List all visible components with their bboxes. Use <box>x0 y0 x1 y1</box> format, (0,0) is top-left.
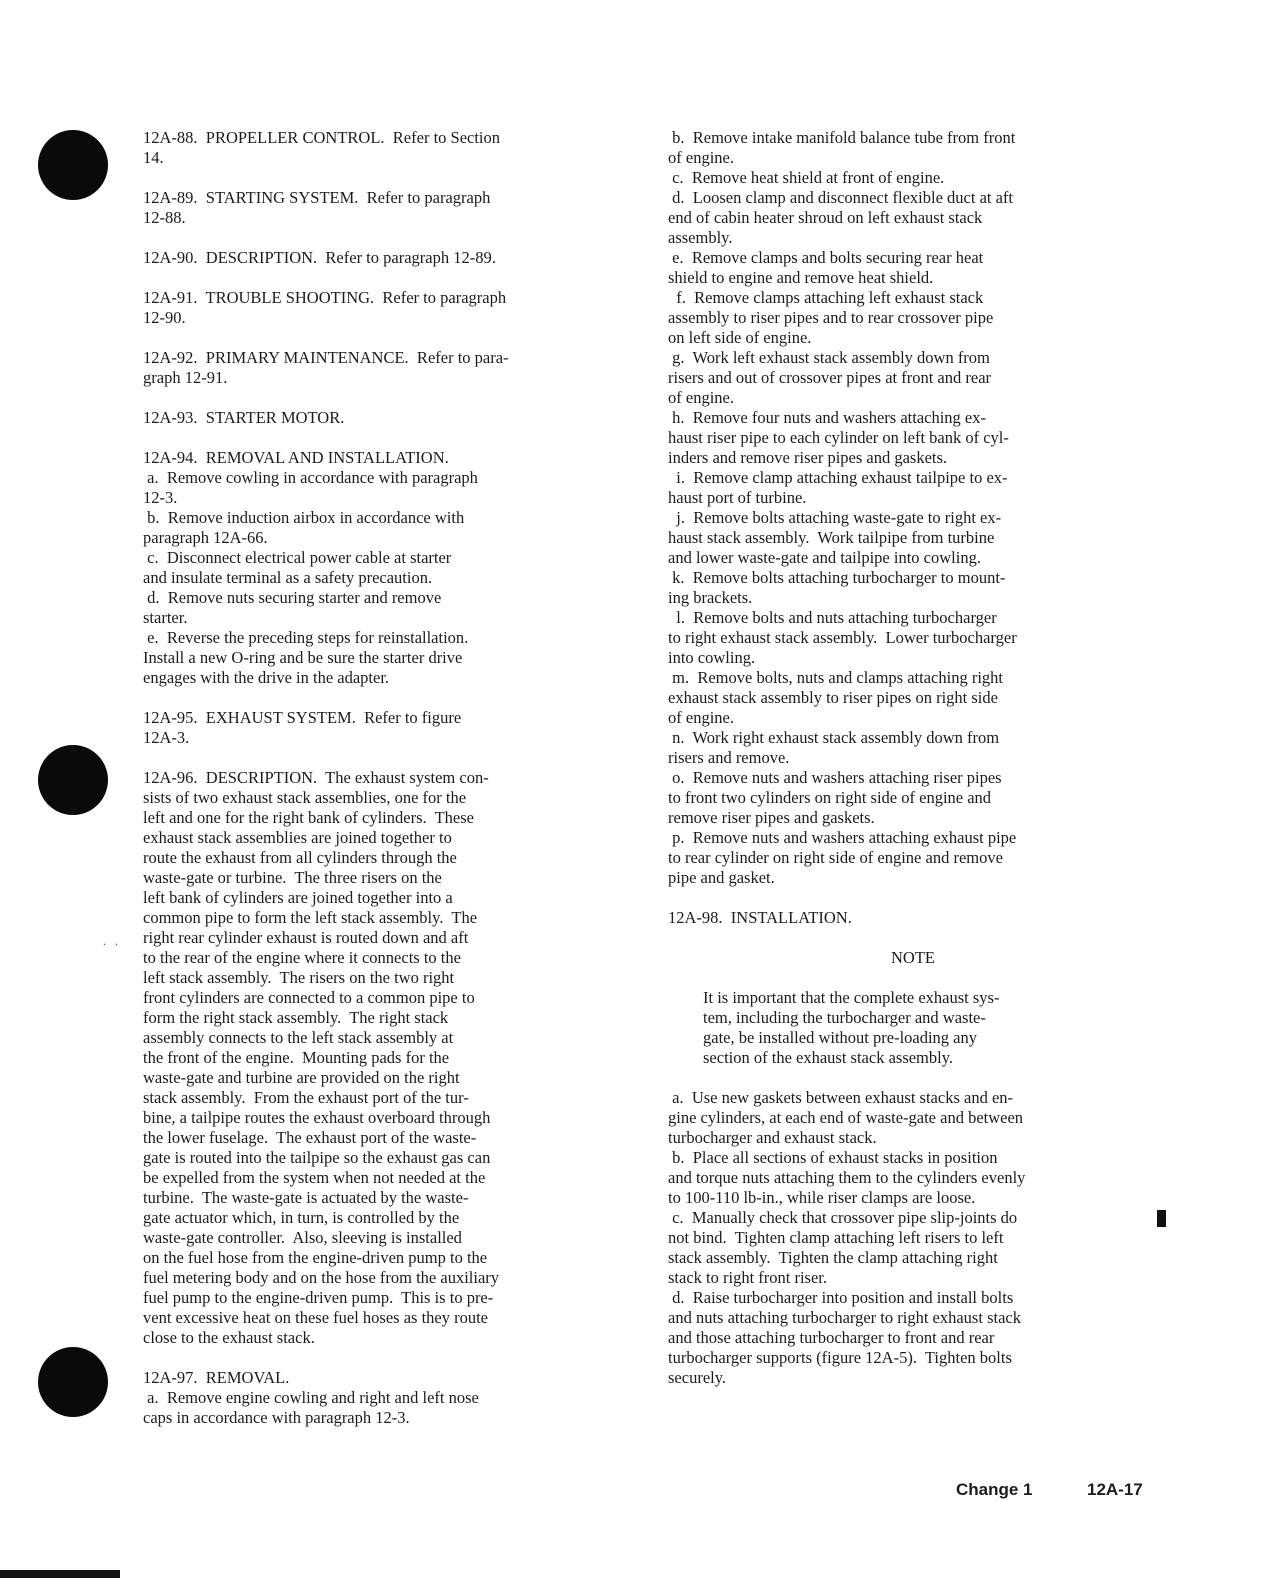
text-line: on the fuel hose from the engine-driven pump to the <box>143 1248 488 1267</box>
text-line: 12A-94. REMOVAL AND INSTALLATION. <box>143 448 449 467</box>
text-line: to the rear of the engine where it connects to the <box>143 948 461 967</box>
text-line: 12A-90. DESCRIPTION. Refer to paragraph 12-89. <box>143 248 496 267</box>
note-title: NOTE <box>891 948 935 967</box>
text-line: n. Work right exhaust stack assembly down from <box>668 728 1000 747</box>
text-line: 12A-3. <box>143 728 190 747</box>
text-line: left bank of cylinders are joined together into a <box>143 888 453 907</box>
text-line: l. Remove bolts and nuts attaching turbocharger <box>668 608 997 627</box>
paragraph <box>143 408 623 428</box>
text-line: haust riser pipe to each cylinder on left bank of cyl- <box>668 428 1009 447</box>
text-line: to rear cylinder on right side of engine and remove <box>668 848 1003 867</box>
text-line: to 100-110 lb-in., while riser clamps are loose. <box>668 1188 976 1207</box>
paragraph <box>143 288 623 328</box>
binder-hole-bottom <box>38 1347 108 1417</box>
text-line: gate actuator which, in turn, is controlled by the <box>143 1208 460 1227</box>
text-line: a. Use new gaskets between exhaust stacks and en- <box>668 1088 1014 1107</box>
text-line: risers and out of crossover pipes at front and rear <box>668 368 992 387</box>
text-line: waste-gate and turbine are provided on the right <box>143 1068 460 1087</box>
text-line: e. Reverse the preceding steps for reinstallation. <box>143 628 469 647</box>
text-line: the front of the engine. Mounting pads for the <box>143 1048 450 1067</box>
text-line: gate is routed into the tailpipe so the exhaust gas can <box>143 1148 491 1167</box>
paragraph <box>143 708 623 748</box>
text-line: left stack assembly. The risers on the two right <box>143 968 455 987</box>
text-line: p. Remove nuts and washers attaching exhaust pipe <box>668 828 1017 847</box>
paragraph <box>143 348 623 388</box>
text-line: securely. <box>668 1368 727 1387</box>
text-line: common pipe to form the left stack assembly. The <box>143 908 478 927</box>
text-line: gine cylinders, at each end of waste-gate and between <box>668 1108 1024 1127</box>
binder-hole-middle <box>38 745 108 815</box>
left-column <box>143 128 623 1448</box>
text-line: 12-90. <box>143 308 186 327</box>
text-line: assembly to riser pipes and to rear crossover pipe <box>668 308 994 327</box>
text-line: engages with the drive in the adapter. <box>143 668 390 687</box>
text-line: fuel metering body and on the hose from the auxiliary <box>143 1268 500 1287</box>
text-line: and insulate terminal as a safety precaution. <box>143 568 433 587</box>
text-line: sists of two exhaust stack assemblies, one for the <box>143 788 467 807</box>
text-line: d. Remove nuts securing starter and remove <box>143 588 442 607</box>
text-line: i. Remove clamp attaching exhaust tailpipe to ex- <box>668 468 1008 487</box>
text-line: exhaust stack assemblies are joined together to <box>143 828 452 847</box>
text-line: 12A-96. DESCRIPTION. The exhaust system con- <box>143 768 489 787</box>
text-line: 14. <box>143 148 164 167</box>
text-line: o. Remove nuts and washers attaching riser pipes <box>668 768 1002 787</box>
text-line: k. Remove bolts attaching turbocharger to mount- <box>668 568 1006 587</box>
text-line: c. Manually check that crossover pipe slip-joints do <box>668 1208 1018 1227</box>
text-line: left and one for the right bank of cylinders. These <box>143 808 474 827</box>
text-line: and those attaching turbocharger to front and rear <box>668 1328 995 1347</box>
paragraph <box>143 1368 623 1428</box>
note-line: It is important that the complete exhaust sys- <box>703 988 1000 1007</box>
text-line: to front two cylinders on right side of engine and <box>668 788 992 807</box>
text-line: on left side of engine. <box>668 328 812 347</box>
text-line: be expelled from the system when not needed at the <box>143 1168 486 1187</box>
text-line: c. Disconnect electrical power cable at starter <box>143 548 452 567</box>
text-line: turbocharger and exhaust stack. <box>668 1128 877 1147</box>
text-line: risers and remove. <box>668 748 790 767</box>
text-line: stack to right front riser. <box>668 1268 828 1287</box>
text-line: 12A-98. INSTALLATION. <box>668 908 852 927</box>
margin-dots: . . <box>103 934 121 948</box>
text-line: and lower waste-gate and tailpipe into cowling. <box>668 548 981 567</box>
right-column <box>668 128 1158 1408</box>
text-line: 12A-88. PROPELLER CONTROL. Refer to Section <box>143 128 501 147</box>
paragraph <box>143 768 623 1348</box>
text-line: into cowling. <box>668 648 756 667</box>
text-line: fuel pump to the engine-driven pump. This is to pre- <box>143 1288 494 1307</box>
text-line: right rear cylinder exhaust is routed down and aft <box>143 928 469 947</box>
text-line: 12-3. <box>143 488 178 507</box>
text-line: pipe and gasket. <box>668 868 775 887</box>
text-line: d. Loosen clamp and disconnect flexible duct at aft <box>668 188 1014 207</box>
text-line: 12A-93. STARTER MOTOR. <box>143 408 345 427</box>
text-line: assembly connects to the left stack assembly at <box>143 1028 454 1047</box>
text-line: b. Remove induction airbox in accordance with <box>143 508 465 527</box>
text-line: the lower fuselage. The exhaust port of the waste- <box>143 1128 477 1147</box>
text-line: assembly. <box>668 228 733 247</box>
text-line: c. Remove heat shield at front of engine. <box>668 168 945 187</box>
text-line: exhaust stack assembly to riser pipes on right side <box>668 688 998 707</box>
text-line: 12-88. <box>143 208 186 227</box>
text-line: form the right stack assembly. The right stack <box>143 1008 449 1027</box>
note-line: section of the exhaust stack assembly. <box>703 1048 954 1067</box>
paragraph <box>668 908 1158 928</box>
text-line: caps in accordance with paragraph 12-3. <box>143 1408 410 1427</box>
text-line: of engine. <box>668 388 734 407</box>
text-line: m. Remove bolts, nuts and clamps attaching right <box>668 668 1003 687</box>
text-line: waste-gate controller. Also, sleeving is installed <box>143 1228 462 1247</box>
note-line: tem, including the turbocharger and waste- <box>703 1008 986 1027</box>
text-line: 12A-95. EXHAUST SYSTEM. Refer to figure <box>143 708 462 727</box>
text-line: g. Work left exhaust stack assembly down from <box>668 348 990 367</box>
text-line: a. Remove engine cowling and right and left nose <box>143 1388 479 1407</box>
paragraph <box>143 128 623 168</box>
text-line: end of cabin heater shroud on left exhaust stack <box>668 208 983 227</box>
text-line: remove riser pipes and gaskets. <box>668 808 875 827</box>
text-line: inders and remove riser pipes and gaskets. <box>668 448 948 467</box>
text-line: stack assembly. From the exhaust port of the tur- <box>143 1088 469 1107</box>
note-body <box>668 988 1123 1068</box>
text-line: h. Remove four nuts and washers attaching ex- <box>668 408 986 427</box>
change-bar <box>1157 1210 1166 1227</box>
text-line: b. Remove intake manifold balance tube from front <box>668 128 1016 147</box>
text-line: and torque nuts attaching them to the cylinders evenly <box>668 1168 1026 1187</box>
text-line: turbocharger supports (figure 12A-5). Tighten bolts <box>668 1348 1012 1367</box>
text-line: a. Remove cowling in accordance with paragraph <box>143 468 478 487</box>
binder-hole-top <box>38 130 108 200</box>
text-line: vent excessive heat on these fuel hoses as they route <box>143 1308 489 1327</box>
text-line: d. Raise turbocharger into position and install bolts <box>668 1288 1014 1307</box>
text-line: starter. <box>143 608 188 627</box>
text-line: b. Place all sections of exhaust stacks in position <box>668 1148 998 1167</box>
text-line: paragraph 12A-66. <box>143 528 268 547</box>
text-line: 12A-91. TROUBLE SHOOTING. Refer to paragraph <box>143 288 507 307</box>
text-line: close to the exhaust stack. <box>143 1328 315 1347</box>
text-line: f. Remove clamps attaching left exhaust stack <box>668 288 984 307</box>
text-line: of engine. <box>668 708 734 727</box>
text-line: e. Remove clamps and bolts securing rear heat <box>668 248 984 267</box>
paragraph <box>143 448 623 688</box>
text-line: haust stack assembly. Work tailpipe from turbine <box>668 528 995 547</box>
text-line: route the exhaust from all cylinders through the <box>143 848 457 867</box>
text-line: 12A-89. STARTING SYSTEM. Refer to paragraph <box>143 188 491 207</box>
paragraph <box>668 128 1158 888</box>
text-line: stack assembly. Tighten the clamp attaching right <box>668 1248 998 1267</box>
text-line: to right exhaust stack assembly. Lower turbocharger <box>668 628 1017 647</box>
change-label: Change 1 <box>956 1480 1033 1499</box>
text-line: not bind. Tighten clamp attaching left risers to left <box>668 1228 1004 1247</box>
paragraph <box>143 248 623 268</box>
text-line: turbine. The waste-gate is actuated by the waste- <box>143 1188 469 1207</box>
installation-steps <box>668 1088 1158 1388</box>
text-line: bine, a tailpipe routes the exhaust overboard through <box>143 1108 491 1127</box>
text-line: Install a new O-ring and be sure the starter drive <box>143 648 463 667</box>
page-number: 12A-17 <box>1087 1480 1143 1499</box>
text-line: waste-gate or turbine. The three risers on the <box>143 868 442 887</box>
text-line: shield to engine and remove heat shield. <box>668 268 934 287</box>
text-line: graph 12-91. <box>143 368 228 387</box>
note-line: gate, be installed without pre-loading any <box>703 1028 978 1047</box>
text-line: of engine. <box>668 148 734 167</box>
text-line: haust port of turbine. <box>668 488 807 507</box>
text-line: 12A-97. REMOVAL. <box>143 1368 290 1387</box>
text-line: j. Remove bolts attaching waste-gate to right ex- <box>668 508 1002 527</box>
paragraph <box>143 188 623 228</box>
edge-bar <box>0 1570 120 1578</box>
text-line: and nuts attaching turbocharger to right exhaust stack <box>668 1308 1021 1327</box>
text-line: front cylinders are connected to a common pipe to <box>143 988 475 1007</box>
text-line: 12A-92. PRIMARY MAINTENANCE. Refer to para- <box>143 348 509 367</box>
text-line: ing brackets. <box>668 588 753 607</box>
